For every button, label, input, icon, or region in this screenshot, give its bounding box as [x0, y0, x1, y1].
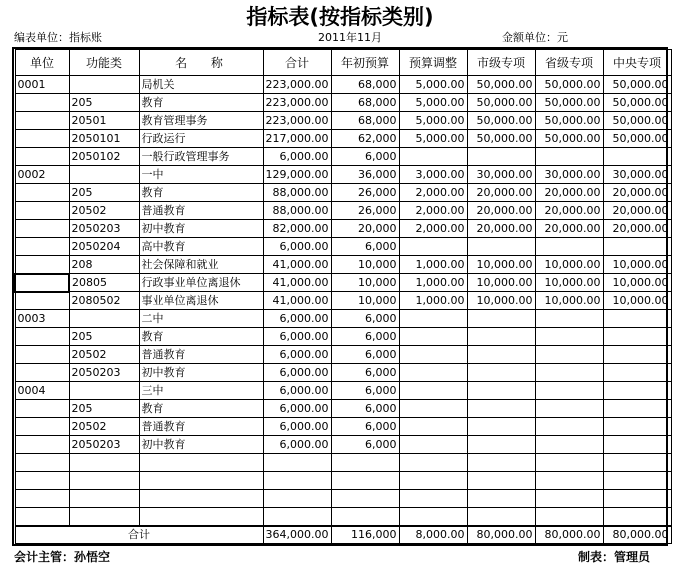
- meta-amount-unit: 金额单位：元: [502, 31, 568, 44]
- cell-prov[interactable]: 50,000.00: [535, 130, 603, 148]
- cell-unit[interactable]: [15, 130, 69, 148]
- cell-total[interactable]: 217,000.00: [263, 130, 331, 148]
- cell-name[interactable]: 社会保障和就业: [139, 256, 263, 274]
- cell-prov[interactable]: 20,000.00: [535, 202, 603, 220]
- table-row-blank[interactable]: [15, 454, 671, 472]
- cell-prov[interactable]: [535, 418, 603, 436]
- cell-adjust[interactable]: [399, 382, 467, 400]
- table-row[interactable]: [15, 184, 671, 202]
- table-row-blank[interactable]: [15, 472, 671, 490]
- cell-city[interactable]: 20,000.00: [467, 184, 535, 202]
- cell-name[interactable]: 三中: [139, 382, 263, 400]
- cell-central[interactable]: 30,000.00: [603, 166, 671, 184]
- cell-name[interactable]: 教育: [139, 94, 263, 112]
- cell-budget[interactable]: 6,000: [331, 382, 399, 400]
- cell-city[interactable]: [467, 436, 535, 454]
- cell-blank[interactable]: [331, 508, 399, 526]
- cell-city[interactable]: 20,000.00: [467, 202, 535, 220]
- cell-adjust[interactable]: [399, 328, 467, 346]
- cell-function-code[interactable]: 2050101: [69, 130, 139, 148]
- cell-central[interactable]: [603, 382, 671, 400]
- cell-name[interactable]: 教育: [139, 328, 263, 346]
- cell-blank[interactable]: [15, 508, 69, 526]
- cell-blank[interactable]: [69, 490, 139, 508]
- cell-blank[interactable]: [399, 508, 467, 526]
- cell-blank[interactable]: [15, 472, 69, 490]
- cell-unit[interactable]: [15, 220, 69, 238]
- cell-city[interactable]: 50,000.00: [467, 130, 535, 148]
- column-header-prov: 省级专项: [535, 50, 603, 76]
- cell-prov[interactable]: 10,000.00: [535, 292, 603, 310]
- cell-city[interactable]: [467, 148, 535, 166]
- cell-budget[interactable]: 68,000: [331, 112, 399, 130]
- cell-prov[interactable]: [535, 148, 603, 166]
- cell-name[interactable]: 教育: [139, 184, 263, 202]
- cell-total[interactable]: 6,000.00: [263, 400, 331, 418]
- cell-blank[interactable]: [69, 508, 139, 526]
- cell-adjust[interactable]: 1,000.00: [399, 256, 467, 274]
- cell-adjust[interactable]: [399, 436, 467, 454]
- cell-city[interactable]: 50,000.00: [467, 94, 535, 112]
- cell-total[interactable]: 6,000.00: [263, 148, 331, 166]
- cell-city[interactable]: 30,000.00: [467, 166, 535, 184]
- table-row[interactable]: [15, 418, 671, 436]
- cell-budget[interactable]: 6,000: [331, 328, 399, 346]
- cell-prov[interactable]: 20,000.00: [535, 220, 603, 238]
- cell-blank[interactable]: [139, 472, 263, 490]
- cell-prov[interactable]: [535, 346, 603, 364]
- cell-unit[interactable]: 0003: [15, 310, 69, 328]
- cell-total[interactable]: 6,000.00: [263, 364, 331, 382]
- cell-blank[interactable]: [263, 490, 331, 508]
- cell-function-code[interactable]: 2050203: [69, 436, 139, 454]
- report-footer-bar: [12, 548, 668, 568]
- cell-function-code[interactable]: [69, 382, 139, 400]
- cell-adjust[interactable]: 2,000.00: [399, 184, 467, 202]
- table-row-blank[interactable]: [15, 508, 671, 526]
- footer-prepared-by: 制表：管理员: [577, 550, 650, 564]
- cell-name[interactable]: 教育管理事务: [139, 112, 263, 130]
- cell-name[interactable]: 二中: [139, 310, 263, 328]
- cell-blank[interactable]: [69, 472, 139, 490]
- cell-unit[interactable]: 0002: [15, 166, 69, 184]
- cell-budget[interactable]: 36,000: [331, 166, 399, 184]
- cell-function-code[interactable]: 20502: [69, 418, 139, 436]
- table-row[interactable]: [15, 436, 671, 454]
- cell-budget[interactable]: 68,000: [331, 94, 399, 112]
- cell-unit[interactable]: [15, 328, 69, 346]
- cell-name[interactable]: 普通教育: [139, 418, 263, 436]
- cell-function-code[interactable]: 2050102: [69, 148, 139, 166]
- cell-function-code[interactable]: 2050203: [69, 220, 139, 238]
- cell-blank[interactable]: [467, 508, 535, 526]
- total-row-label: 合计: [15, 526, 263, 544]
- cell-total[interactable]: 223,000.00: [263, 112, 331, 130]
- cell-total[interactable]: 223,000.00: [263, 76, 331, 94]
- cell-central[interactable]: 10,000.00: [603, 274, 671, 292]
- cell-city[interactable]: [467, 346, 535, 364]
- cell-central[interactable]: [603, 400, 671, 418]
- cell-budget[interactable]: 6,000: [331, 148, 399, 166]
- cell-name[interactable]: 初中教育: [139, 364, 263, 382]
- cell-adjust[interactable]: 1,000.00: [399, 274, 467, 292]
- table-row[interactable]: [15, 148, 671, 166]
- cell-adjust[interactable]: [399, 346, 467, 364]
- cell-blank[interactable]: [603, 508, 671, 526]
- cell-central[interactable]: 10,000.00: [603, 256, 671, 274]
- cell-blank[interactable]: [69, 454, 139, 472]
- cell-adjust[interactable]: 5,000.00: [399, 112, 467, 130]
- cell-blank[interactable]: [603, 490, 671, 508]
- cell-central[interactable]: 50,000.00: [603, 76, 671, 94]
- column-header-name: [139, 50, 263, 76]
- cell-central[interactable]: 50,000.00: [603, 130, 671, 148]
- cell-central[interactable]: [603, 328, 671, 346]
- report-meta-bar: [12, 30, 668, 47]
- cell-budget[interactable]: 6,000: [331, 310, 399, 328]
- cell-function-code[interactable]: 20805: [69, 274, 139, 292]
- cell-total[interactable]: 41,000.00: [263, 256, 331, 274]
- cell-total[interactable]: 6,000.00: [263, 238, 331, 256]
- cell-city[interactable]: [467, 400, 535, 418]
- cell-adjust[interactable]: 5,000.00: [399, 94, 467, 112]
- table-header: [15, 50, 671, 76]
- cell-city[interactable]: [467, 328, 535, 346]
- cell-blank[interactable]: [331, 472, 399, 490]
- cell-unit[interactable]: [15, 400, 69, 418]
- table-row[interactable]: [15, 256, 671, 274]
- cell-prov[interactable]: [535, 310, 603, 328]
- cell-central[interactable]: 50,000.00: [603, 112, 671, 130]
- total-row-total: 364,000.00: [263, 526, 331, 544]
- column-header-func: 功能类: [69, 50, 139, 76]
- cell-prov[interactable]: [535, 364, 603, 382]
- table-row[interactable]: [15, 166, 671, 184]
- table-row-blank[interactable]: [15, 490, 671, 508]
- cell-total[interactable]: 6,000.00: [263, 328, 331, 346]
- cell-unit[interactable]: [15, 94, 69, 112]
- cell-adjust[interactable]: [399, 238, 467, 256]
- cell-central[interactable]: [603, 346, 671, 364]
- cell-function-code[interactable]: 2080502: [69, 292, 139, 310]
- cell-total[interactable]: 88,000.00: [263, 202, 331, 220]
- cell-blank[interactable]: [603, 454, 671, 472]
- cell-budget[interactable]: 6,000: [331, 418, 399, 436]
- cell-city[interactable]: 10,000.00: [467, 274, 535, 292]
- cell-adjust[interactable]: 2,000.00: [399, 202, 467, 220]
- cell-adjust[interactable]: [399, 364, 467, 382]
- cell-name[interactable]: 普通教育: [139, 346, 263, 364]
- table-row[interactable]: [15, 94, 671, 112]
- cell-unit[interactable]: [15, 202, 69, 220]
- cell-function-code[interactable]: 205: [69, 184, 139, 202]
- cell-prov[interactable]: 20,000.00: [535, 184, 603, 202]
- cell-blank[interactable]: [535, 472, 603, 490]
- cell-blank[interactable]: [467, 490, 535, 508]
- table-row[interactable]: [15, 310, 671, 328]
- cell-blank[interactable]: [467, 472, 535, 490]
- table-header-row: [15, 50, 671, 76]
- cell-blank[interactable]: [467, 454, 535, 472]
- cell-unit[interactable]: [15, 112, 69, 130]
- cell-unit[interactable]: [15, 184, 69, 202]
- cell-total[interactable]: 82,000.00: [263, 220, 331, 238]
- cell-name[interactable]: 教育: [139, 400, 263, 418]
- cell-name[interactable]: 行政事业单位离退休: [139, 274, 263, 292]
- cell-prov[interactable]: [535, 328, 603, 346]
- cell-city[interactable]: 50,000.00: [467, 112, 535, 130]
- meta-prepared-by-unit: 编表单位：指标账: [14, 31, 102, 44]
- report-title-bar: [0, 0, 680, 30]
- cell-unit[interactable]: 0004: [15, 382, 69, 400]
- cell-name[interactable]: 一般行政管理事务: [139, 148, 263, 166]
- cell-budget[interactable]: 6,000: [331, 238, 399, 256]
- cell-adjust[interactable]: [399, 310, 467, 328]
- column-header-total: 合计: [263, 50, 331, 76]
- column-header-name-text: 名 称: [175, 55, 233, 70]
- cell-city[interactable]: [467, 310, 535, 328]
- cell-total[interactable]: 41,000.00: [263, 274, 331, 292]
- cell-budget[interactable]: 68,000: [331, 76, 399, 94]
- cell-city[interactable]: 10,000.00: [467, 256, 535, 274]
- cell-function-code[interactable]: 205: [69, 94, 139, 112]
- total-row-central: 80,000.00: [603, 526, 671, 544]
- cell-prov[interactable]: [535, 382, 603, 400]
- table-row[interactable]: [15, 400, 671, 418]
- cell-adjust[interactable]: [399, 400, 467, 418]
- table-row[interactable]: [15, 130, 671, 148]
- column-header-budget: 年初预算: [331, 50, 399, 76]
- cell-total[interactable]: 223,000.00: [263, 94, 331, 112]
- cell-total[interactable]: 6,000.00: [263, 310, 331, 328]
- report-table: [14, 49, 672, 544]
- cell-function-code[interactable]: [69, 310, 139, 328]
- cell-unit[interactable]: [15, 436, 69, 454]
- cell-central[interactable]: 20,000.00: [603, 220, 671, 238]
- cell-adjust[interactable]: 2,000.00: [399, 220, 467, 238]
- cell-central[interactable]: 20,000.00: [603, 184, 671, 202]
- cell-name[interactable]: 局机关: [139, 76, 263, 94]
- cell-function-code[interactable]: [69, 166, 139, 184]
- cell-central[interactable]: [603, 148, 671, 166]
- cell-blank[interactable]: [139, 508, 263, 526]
- cell-name[interactable]: 一中: [139, 166, 263, 184]
- column-header-central: 中央专项: [603, 50, 671, 76]
- cell-blank[interactable]: [139, 490, 263, 508]
- cell-budget[interactable]: 6,000: [331, 400, 399, 418]
- cell-unit-selected[interactable]: [15, 274, 69, 292]
- cell-budget[interactable]: 10,000: [331, 274, 399, 292]
- total-row-prov: 80,000.00: [535, 526, 603, 544]
- table-row[interactable]: [15, 364, 671, 382]
- cell-unit[interactable]: [15, 292, 69, 310]
- cell-prov[interactable]: 50,000.00: [535, 94, 603, 112]
- table-row[interactable]: [15, 76, 671, 94]
- cell-total[interactable]: 88,000.00: [263, 184, 331, 202]
- cell-budget[interactable]: 6,000: [331, 436, 399, 454]
- cell-prov[interactable]: 10,000.00: [535, 256, 603, 274]
- cell-total[interactable]: 6,000.00: [263, 418, 331, 436]
- cell-adjust[interactable]: [399, 148, 467, 166]
- table-row[interactable]: [15, 274, 671, 292]
- footer-accounting-supervisor: 会计主管：孙悟空: [14, 550, 111, 564]
- cell-blank[interactable]: [535, 508, 603, 526]
- cell-budget[interactable]: 26,000: [331, 202, 399, 220]
- cell-city[interactable]: 50,000.00: [467, 76, 535, 94]
- cell-blank[interactable]: [399, 490, 467, 508]
- cell-adjust[interactable]: 1,000.00: [399, 292, 467, 310]
- column-header-city: 市级专项: [467, 50, 535, 76]
- cell-central[interactable]: [603, 238, 671, 256]
- cell-budget[interactable]: 26,000: [331, 184, 399, 202]
- cell-function-code[interactable]: 208: [69, 256, 139, 274]
- cell-blank[interactable]: [15, 454, 69, 472]
- cell-city[interactable]: 10,000.00: [467, 292, 535, 310]
- cell-function-code[interactable]: [69, 76, 139, 94]
- cell-unit[interactable]: [15, 238, 69, 256]
- table-footer: [15, 526, 671, 544]
- cell-prov[interactable]: [535, 238, 603, 256]
- table-row[interactable]: [15, 220, 671, 238]
- cell-name[interactable]: 行政运行: [139, 130, 263, 148]
- cell-central[interactable]: 20,000.00: [603, 202, 671, 220]
- cell-name[interactable]: 普通教育: [139, 202, 263, 220]
- cell-blank[interactable]: [331, 490, 399, 508]
- cell-blank[interactable]: [331, 454, 399, 472]
- cell-blank[interactable]: [263, 508, 331, 526]
- cell-unit[interactable]: [15, 256, 69, 274]
- cell-function-code[interactable]: 2050204: [69, 238, 139, 256]
- cell-function-code[interactable]: 2050203: [69, 364, 139, 382]
- cell-prov[interactable]: [535, 436, 603, 454]
- cell-blank[interactable]: [399, 472, 467, 490]
- table-row[interactable]: [15, 346, 671, 364]
- cell-adjust[interactable]: 3,000.00: [399, 166, 467, 184]
- report-table-container: [12, 47, 668, 546]
- cell-blank[interactable]: [15, 490, 69, 508]
- table-row[interactable]: [15, 292, 671, 310]
- cell-adjust[interactable]: 5,000.00: [399, 130, 467, 148]
- cell-city[interactable]: 20,000.00: [467, 220, 535, 238]
- cell-unit[interactable]: 0001: [15, 76, 69, 94]
- cell-prov[interactable]: 50,000.00: [535, 112, 603, 130]
- table-row[interactable]: [15, 112, 671, 130]
- total-row-adjust: 8,000.00: [399, 526, 467, 544]
- cell-function-code[interactable]: 205: [69, 400, 139, 418]
- meta-period: 2011年11月: [318, 31, 382, 44]
- total-row-city: 80,000.00: [467, 526, 535, 544]
- cell-budget[interactable]: 6,000: [331, 364, 399, 382]
- cell-name[interactable]: 事业单位离退休: [139, 292, 263, 310]
- total-row-budget: 116,000: [331, 526, 399, 544]
- cell-unit[interactable]: [15, 418, 69, 436]
- cell-blank[interactable]: [139, 454, 263, 472]
- cell-city[interactable]: [467, 364, 535, 382]
- cell-adjust[interactable]: 5,000.00: [399, 76, 467, 94]
- cell-budget[interactable]: 10,000: [331, 292, 399, 310]
- cell-unit[interactable]: [15, 364, 69, 382]
- table-body: [15, 76, 671, 526]
- cell-total[interactable]: 129,000.00: [263, 166, 331, 184]
- cell-total[interactable]: 6,000.00: [263, 346, 331, 364]
- cell-prov[interactable]: 30,000.00: [535, 166, 603, 184]
- cell-blank[interactable]: [263, 454, 331, 472]
- cell-budget[interactable]: 20,000: [331, 220, 399, 238]
- column-header-adjust: 预算调整: [399, 50, 467, 76]
- column-header-unit: 单位: [15, 50, 69, 76]
- cell-city[interactable]: [467, 382, 535, 400]
- cell-central[interactable]: 50,000.00: [603, 94, 671, 112]
- cell-function-code[interactable]: 205: [69, 328, 139, 346]
- cell-city[interactable]: [467, 238, 535, 256]
- cell-blank[interactable]: [263, 472, 331, 490]
- cell-total[interactable]: 6,000.00: [263, 382, 331, 400]
- page-title: 指标表(按指标类别): [246, 5, 434, 29]
- cell-budget[interactable]: 62,000: [331, 130, 399, 148]
- cell-unit[interactable]: [15, 148, 69, 166]
- cell-function-code[interactable]: 20502: [69, 346, 139, 364]
- cell-blank[interactable]: [399, 454, 467, 472]
- cell-blank[interactable]: [535, 454, 603, 472]
- cell-prov[interactable]: 50,000.00: [535, 76, 603, 94]
- cell-total[interactable]: 6,000.00: [263, 436, 331, 454]
- cell-function-code[interactable]: 20502: [69, 202, 139, 220]
- cell-central[interactable]: [603, 364, 671, 382]
- cell-total[interactable]: 41,000.00: [263, 292, 331, 310]
- cell-budget[interactable]: 6,000: [331, 346, 399, 364]
- cell-central[interactable]: [603, 418, 671, 436]
- table-row[interactable]: [15, 382, 671, 400]
- cell-blank[interactable]: [535, 490, 603, 508]
- cell-central[interactable]: [603, 436, 671, 454]
- cell-central[interactable]: [603, 310, 671, 328]
- cell-function-code[interactable]: 20501: [69, 112, 139, 130]
- cell-blank[interactable]: [603, 472, 671, 490]
- cell-central[interactable]: 10,000.00: [603, 292, 671, 310]
- total-row: [15, 526, 671, 544]
- cell-city[interactable]: [467, 418, 535, 436]
- table-row[interactable]: [15, 328, 671, 346]
- table-row[interactable]: [15, 202, 671, 220]
- cell-name[interactable]: 高中教育: [139, 238, 263, 256]
- cell-adjust[interactable]: [399, 418, 467, 436]
- table-row[interactable]: [15, 238, 671, 256]
- cell-budget[interactable]: 10,000: [331, 256, 399, 274]
- cell-name[interactable]: 初中教育: [139, 220, 263, 238]
- cell-prov[interactable]: [535, 400, 603, 418]
- cell-prov[interactable]: 10,000.00: [535, 274, 603, 292]
- cell-name[interactable]: 初中教育: [139, 436, 263, 454]
- cell-unit[interactable]: [15, 346, 69, 364]
